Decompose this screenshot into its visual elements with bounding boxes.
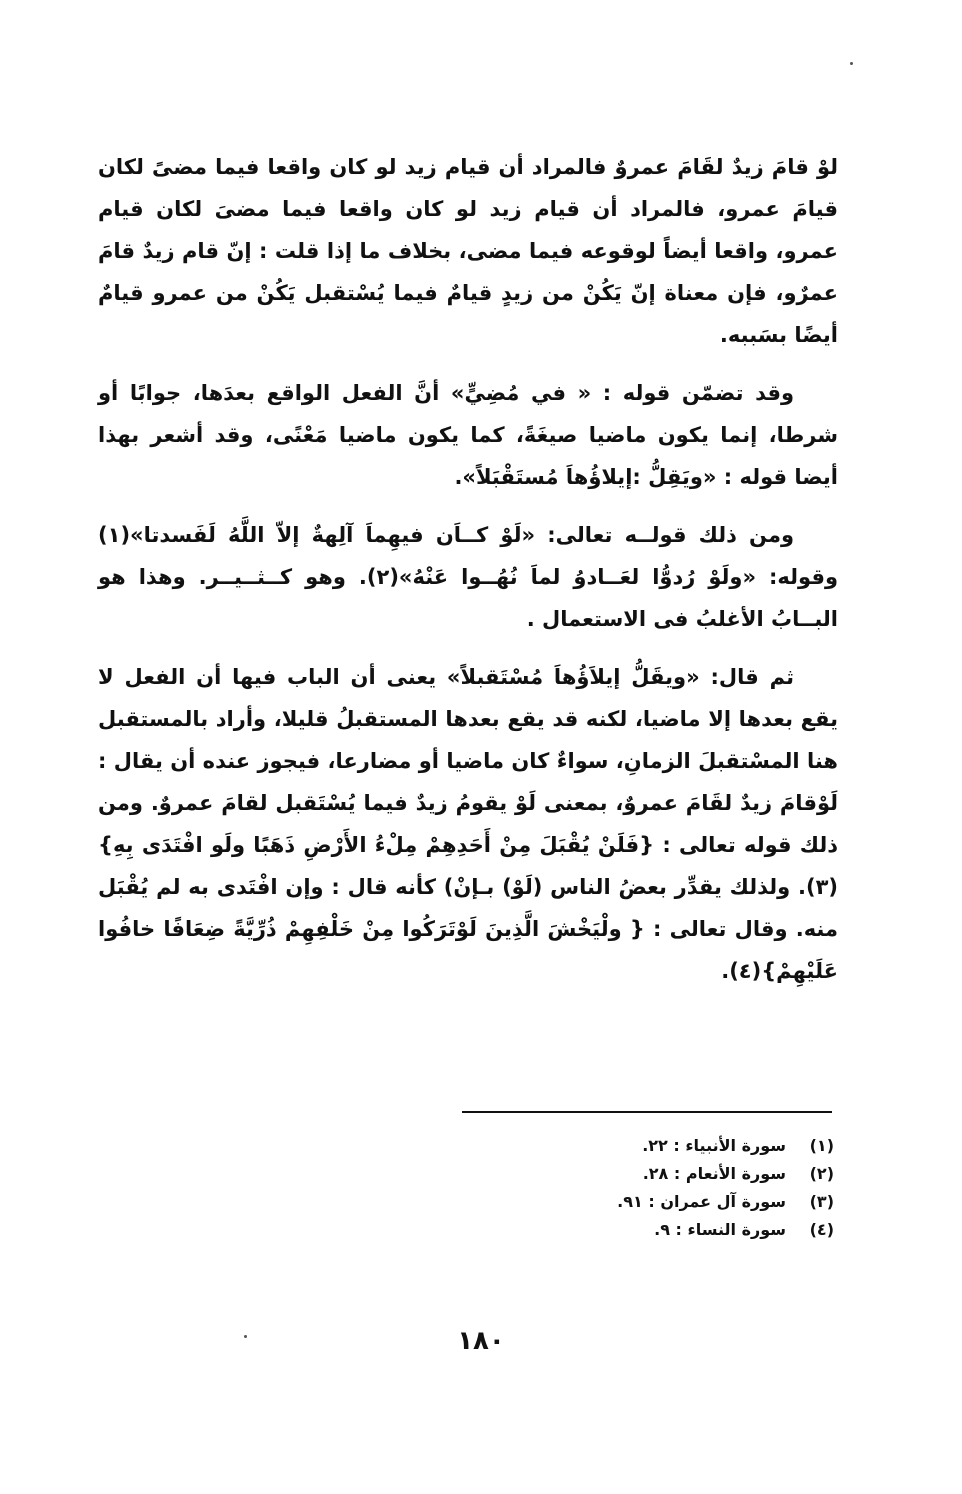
footnote-item <box>414 1188 834 1216</box>
footnote-separator <box>462 1111 832 1113</box>
footnote-number: (٢) <box>809 1164 834 1183</box>
paragraph-3: ومن ذلك قولــه تعالى: «لَوْ كــاَن فيهِماَ آلِهةٌ إلاّ اللَّهُ لَفَسدتا»(١) وقوله: «ولَوْ رُدوُّا لعَــادوُ لماَ نُهُــوا عَنْهُ»(٢). وهو كــثــيــر. وهذا هو البــابُ الأغلبُ فى الاستعمال . <box>98 523 839 631</box>
footnote-item <box>414 1216 834 1244</box>
footnote-reference: سورة الأنعام : ٢٨. <box>642 1164 786 1183</box>
scan-speck <box>244 1335 247 1338</box>
main-text <box>98 146 838 1008</box>
footnote-item <box>414 1160 834 1188</box>
paragraph-2: وقد تضمّن قوله : « في مُضِيٍّ» أنَّ الفعل الواقع بعدَها، جوابًا أو شرطا، إنما يكون ماضيا صيغَةً، كما يكون ماضيا مَعْنًى، وقد أشعر بهذا أيضا قوله : «ويَقِلُّ :إيلاؤُهاَ مُستَقْبَلاً». <box>98 381 838 489</box>
footnote-item <box>414 1132 834 1160</box>
paragraph-1: لوْ قامَ زيدٌ لقَامَ عمروٌ فالمراد أن قيام زيد لو كان واقعا فيما مضىً لكان قيامَ عمرو، فالمراد أن قيام زيد لو كان واقعا فيما مضىَ لكان قيام عمرو، واقعا أيضاً لوقوعه فيما مضى، بخلاف ما إذا قلت : إنّ قام زيدٌ قامَ عمرٌو، فإن معناة إنّ يَكُنْ من زيدٍ قيامٌ فيما يُسْتقبل يَكُنْ من عمرو قيامٌ أيضًا بسَببه. <box>98 155 838 347</box>
paragraph-4: ثم قال: «ويقَلُّ إيلاَؤُهاَ مُسْتَقبلاً» يعنى أن الباب فيها أن الفعل لا يقع بعدها إلا ماضيا، لكنه قد يقع بعدها المستقبلُ قليلا، وأراد بالمستقبل هنا المسْتقبلَ الزمانِ، سواءٌ كان ماضيا أو مضارعا، فيجوز عنده أن يقال : لَوْقامَ زيدٌ لقَامَ عمروٌ، بمعنى لَوْ يقومُ زيدٌ فيما يُسْتَقبل لقامَ عمروٌ. ومن ذلك قوله تعالى : {فَلَنْ يُقْبَلَ مِنْ أَحَدِهِمْ مِلْءُ الأَرْضِ ذَهَبًا ولَو افْتَدَى بِهِ}(٣). ولذلك يقدِّر بعضُ الناس (لَوْ) بـإنْ) كأنه قال : وإن افْتَدى به لم يُقْبَل منه. وقال تعالى : { ولْيَخْشَ الَّذِينَ لَوْتَرَكُوا مِنْ خَلْفِهِمْ ذُرِّيَّةً ضِعَافًا خافُوا عَلَيْهِمْ}(٤). <box>98 665 838 983</box>
footnote-number: (١) <box>809 1136 834 1155</box>
footnote-number: (٣) <box>809 1192 834 1211</box>
footnote-reference: سورة الأنبياء : ٢٢. <box>642 1136 786 1155</box>
footnote-reference: سورة آل عمران : ٩١. <box>617 1192 786 1211</box>
footnotes-list <box>414 1132 834 1244</box>
page-number: ١٨٠ <box>457 1326 505 1356</box>
footnote-number: (٤) <box>809 1220 834 1239</box>
scan-speck <box>850 62 853 65</box>
footnote-reference: سورة النساء : ٩. <box>654 1220 786 1239</box>
